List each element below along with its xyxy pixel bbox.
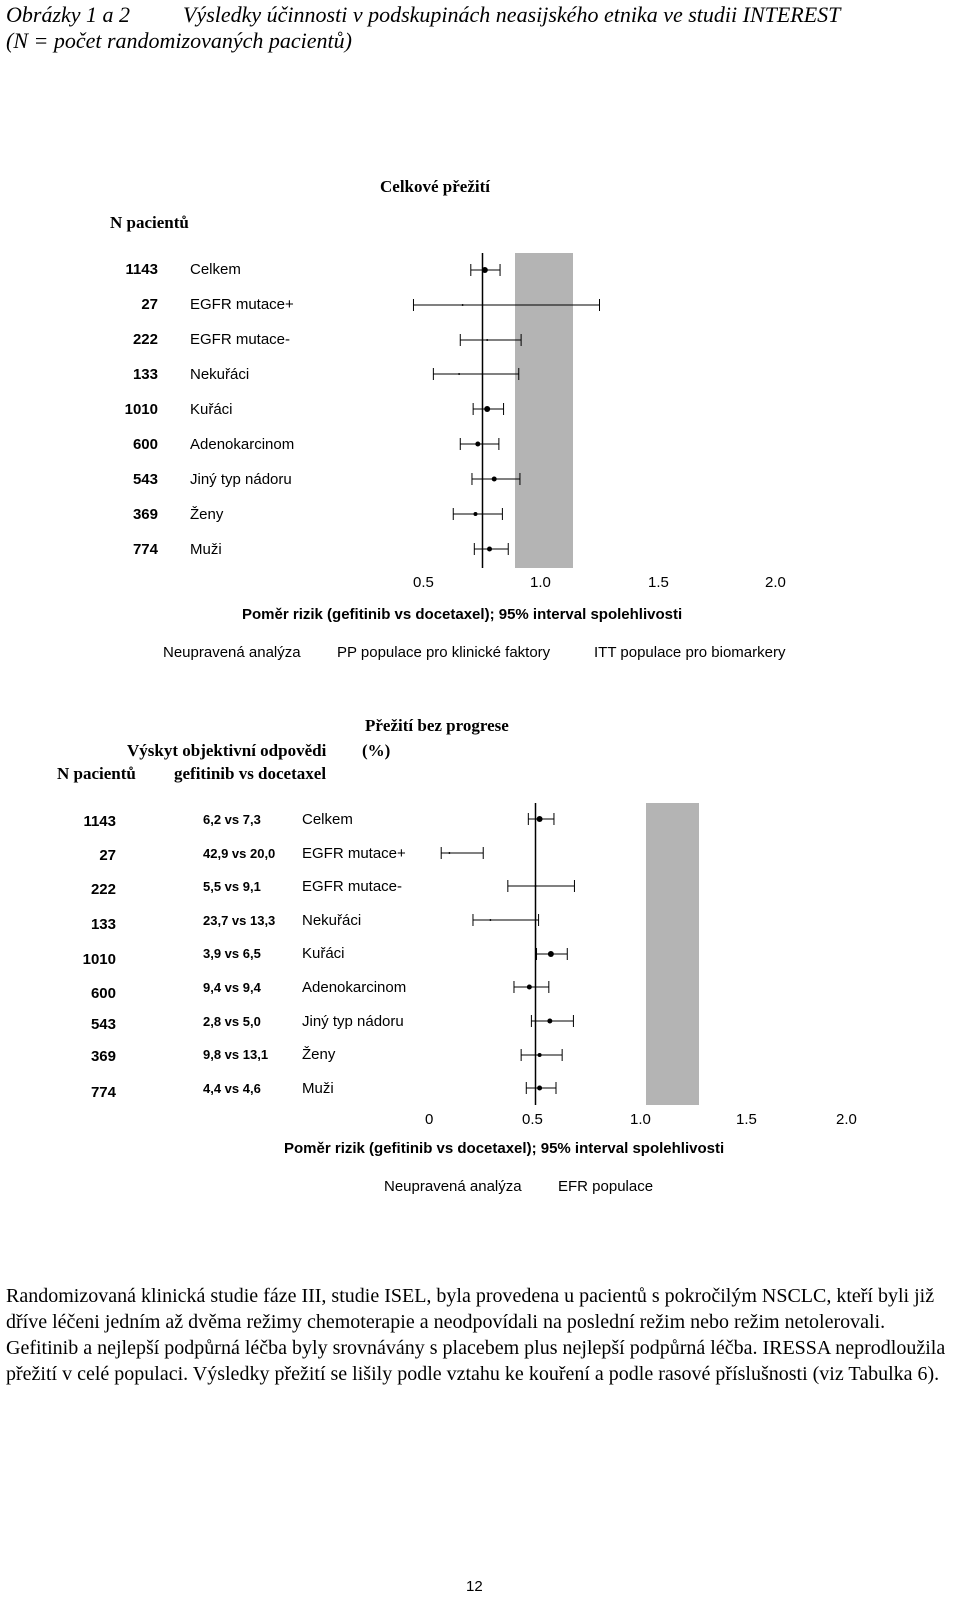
figure2-n-header: N pacientů (57, 764, 136, 783)
fig2-row-orr: 9,4 vs 9,4 (203, 980, 261, 995)
fig1-xtick: 0.5 (413, 574, 434, 591)
fig2-row-label: EGFR mutace+ (302, 845, 406, 862)
page-number: 12 (466, 1578, 483, 1595)
figure-caption-title: Výsledky účinnosti v podskupinách neasijského etnika ve studii INTEREST (183, 2, 841, 27)
fig2-row-n: 1010 (82, 951, 116, 968)
fig2-point-estimate (547, 1019, 552, 1024)
fig2-row-orr: 42,9 vs 20,0 (203, 846, 276, 861)
fig1-row-label: Celkem (190, 261, 241, 278)
fig1-row-label: EGFR mutace- (190, 331, 291, 348)
fig1-row-n: 222 (132, 331, 158, 348)
fig2-xtick: 1.5 (736, 1111, 757, 1128)
figure-caption-prefix: Obrázky 1 a 2 (6, 2, 131, 27)
fig1-row-label: Nekuřáci (190, 366, 250, 383)
fig2-xtick: 1.0 (630, 1111, 651, 1128)
fig2-point-estimate (535, 885, 537, 887)
fig1-row-n: 774 (132, 541, 158, 558)
fig1-point-estimate (473, 512, 477, 516)
fig2-row-label: Nekuřáci (302, 912, 362, 929)
fig2-row-label: Jiný typ nádoru (302, 1013, 404, 1030)
fig2-point-estimate (548, 951, 554, 957)
body-paragraph: Randomizovaná klinická studie fáze III, studie ISEL, byla provedena u pacientů s pokročilým NSCLC, kteří byli již dříve léčeni jedním až dvěma režimy chemoterapie a neodpovídali na poslední režim nebo režim netolerovali. Gefitinib a nejlepší podpůrná léčba byly srovnávány s placebem plus nejlepší podpůrná léčba. IRESSA neprodloužila přežití v celé populaci. Výsledky přežití se lišily podle vztahu ke kouření a podle rasové příslušnosti (viz Tabulka 6). (6, 1285, 946, 1385)
fig1-row-n: 600 (132, 436, 158, 453)
fig1-row-n: 369 (132, 506, 158, 523)
fig1-row-label: Adenokarcinom (190, 436, 295, 453)
fig1-row-label: Ženy (190, 506, 224, 523)
fig2-row-orr: 9,8 vs 13,1 (203, 1047, 269, 1062)
fig2-point-estimate (489, 919, 491, 921)
fig1-legend-item: ITT populace pro biomarkery (594, 644, 786, 661)
fig2-row-orr: 23,7 vs 13,3 (203, 913, 276, 928)
fig1-point-estimate (458, 373, 460, 375)
fig2-row-label: Muži (302, 1080, 334, 1097)
fig1-row-label: Jiný typ nádoru (190, 471, 292, 488)
fig2-row-n: 774 (90, 1084, 116, 1101)
fig2-row-label: EGFR mutace- (302, 878, 403, 895)
fig2-row-orr: 6,2 vs 7,3 (203, 812, 261, 827)
figure2-percent-header: (%) (362, 741, 391, 760)
fig1-point-estimate (482, 267, 488, 273)
fig2-point-estimate (537, 1086, 542, 1091)
fig2-row-label: Celkem (302, 811, 353, 828)
fig2-row-n: 222 (90, 881, 116, 898)
fig1-row-label: EGFR mutace+ (190, 296, 294, 313)
fig2-row-n: 543 (90, 1016, 116, 1033)
fig2-xtick: 2.0 (836, 1111, 857, 1128)
fig1-legend-item: PP populace pro klinické faktory (337, 644, 551, 661)
fig2-xtick: 0.5 (522, 1111, 543, 1128)
fig1-point-estimate (484, 406, 490, 412)
fig1-row-label: Muži (190, 541, 222, 558)
fig2-row-n: 27 (99, 847, 116, 864)
fig2-legend-item: Neupravená analýza (384, 1178, 522, 1195)
fig2-row-orr: 3,9 vs 6,5 (203, 946, 261, 961)
fig1-row-label: Kuřáci (190, 401, 233, 418)
fig2-xlabel: Poměr rizik (gefitinib vs docetaxel); 95% interval spolehlivosti (284, 1140, 725, 1157)
fig2-point-estimate (527, 985, 532, 990)
fig1-row-n: 543 (132, 471, 158, 488)
figure-caption-subtitle: (N = počet randomizovaných pacientů) (6, 28, 352, 53)
figure2-title: Přežití bez progrese (365, 716, 509, 735)
fig1-ci-band (515, 253, 573, 568)
fig2-row-label: Kuřáci (302, 945, 345, 962)
fig2-row-n: 133 (90, 916, 116, 933)
figure1-n-header: N pacientů (110, 213, 189, 232)
fig1-point-estimate (475, 442, 480, 447)
fig2-row-orr: 4,4 vs 4,6 (203, 1081, 261, 1096)
figure1-title: Celkové přežití (380, 177, 490, 196)
fig1-xtick: 1.5 (648, 574, 669, 591)
fig1-point-estimate (492, 477, 497, 482)
fig2-row-n: 369 (90, 1048, 116, 1065)
fig2-ci-band (646, 803, 699, 1105)
fig2-row-n: 1143 (83, 813, 116, 830)
fig2-row-orr: 2,8 vs 5,0 (203, 1014, 261, 1029)
figure2-orr-header: Výskyt objektivní odpovědi (127, 741, 327, 760)
fig1-row-n: 1143 (125, 261, 158, 278)
fig2-row-n: 600 (90, 985, 116, 1002)
figure2-col-header: gefitinib vs docetaxel (174, 764, 327, 783)
fig1-row-n: 1010 (124, 401, 158, 418)
fig2-row-label: Adenokarcinom (302, 979, 407, 996)
fig1-point-estimate (462, 304, 464, 306)
fig2-point-estimate (448, 852, 450, 854)
fig1-xtick: 2.0 (765, 574, 786, 591)
fig1-legend-item: Neupravená analýza (163, 644, 301, 661)
fig1-row-n: 27 (141, 296, 158, 313)
fig1-row-n: 133 (132, 366, 158, 383)
fig2-row-label: Ženy (302, 1046, 336, 1063)
fig1-point-estimate (487, 547, 492, 552)
fig2-legend-item: EFR populace (558, 1178, 654, 1195)
fig2-xtick: 0 (425, 1111, 434, 1128)
fig2-row-orr: 5,5 vs 9,1 (203, 879, 261, 894)
fig1-point-estimate (486, 339, 488, 341)
fig2-point-estimate (537, 816, 543, 822)
fig1-xlabel: Poměr rizik (gefitinib vs docetaxel); 95% interval spolehlivosti (242, 606, 683, 623)
fig2-point-estimate (538, 1053, 542, 1057)
fig1-xtick: 1.0 (530, 574, 551, 591)
